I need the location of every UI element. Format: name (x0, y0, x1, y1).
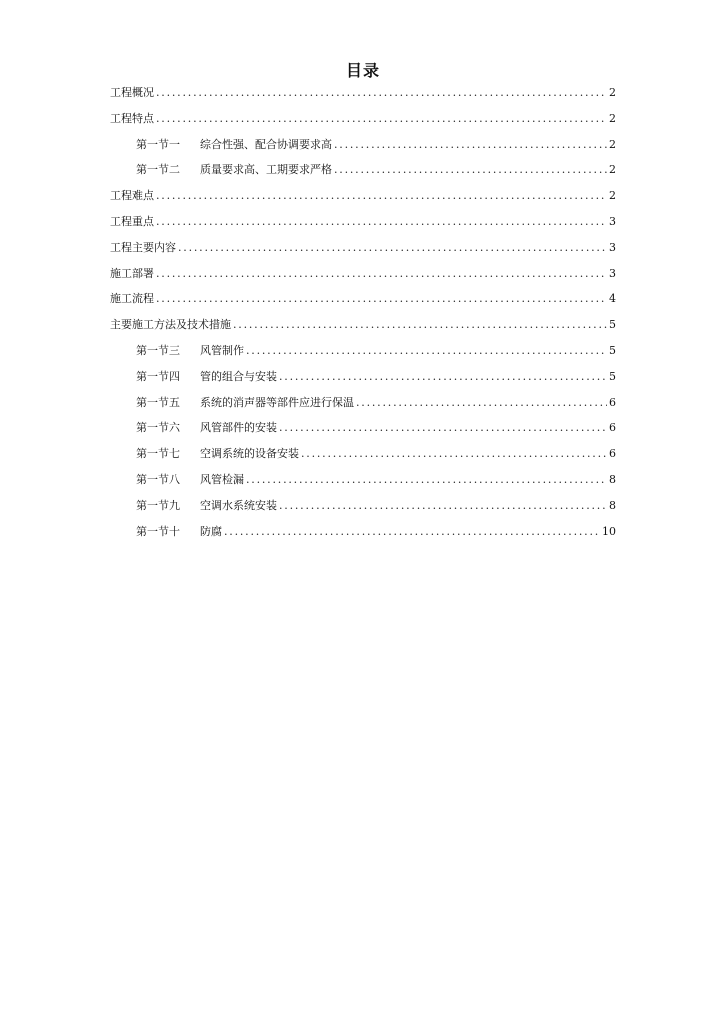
toc-entry-page-number: 6 (609, 395, 616, 409)
toc-entry-title: 工程概况 (110, 86, 154, 99)
toc-entry[interactable] (110, 499, 616, 525)
toc-dot-leader (224, 525, 600, 539)
toc-dot-leader (279, 421, 607, 435)
toc-entry-title: 综合性强、配合协调要求高 (200, 137, 332, 151)
toc-dot-leader (156, 267, 607, 281)
toc-entry-section-number: 第一节四 (136, 369, 180, 383)
toc-entry-title: 工程难点 (110, 189, 154, 203)
toc-entry[interactable] (110, 292, 616, 318)
toc-dot-leader (156, 292, 607, 306)
toc-entry-title: 防腐 (200, 524, 222, 538)
toc-dot-leader (279, 370, 607, 384)
toc-entry-page-number: 2 (609, 137, 616, 151)
toc-entry[interactable] (110, 215, 616, 241)
toc-entry[interactable] (110, 421, 616, 447)
toc-entry-title: 主要施工方法及技术措施 (110, 318, 231, 332)
toc-entry-title: 风管制作 (200, 343, 244, 357)
toc-entry-page-number: 5 (609, 318, 616, 332)
toc-entry-page-number: 6 (609, 421, 616, 435)
toc-entry-page-number: 8 (609, 472, 616, 486)
toc-entry[interactable] (110, 447, 616, 473)
toc-entry[interactable] (110, 267, 616, 293)
toc-entry[interactable] (110, 318, 616, 344)
toc-entry-title: 工程重点 (110, 214, 154, 228)
toc-dot-leader (301, 447, 607, 461)
toc-entry-page-number: 2 (609, 111, 616, 125)
toc-title: 目录 (345, 61, 380, 80)
toc-entry-page-number: 5 (609, 343, 616, 357)
toc-list (110, 86, 616, 550)
toc-entry-title: 风管检漏 (200, 472, 244, 486)
toc-entry-title: 空调水系统安装 (200, 498, 277, 512)
toc-entry-page-number: 3 (609, 266, 616, 280)
toc-entry-page-number: 2 (609, 189, 616, 203)
toc-entry[interactable] (110, 370, 616, 396)
toc-entry-section-number: 第一节三 (136, 343, 180, 357)
toc-entry[interactable] (110, 525, 616, 551)
toc-entry-section-number: 第一节五 (136, 395, 180, 409)
toc-entry-title: 质量要求高、工期要求严格 (200, 163, 332, 177)
toc-entry-page-number: 2 (609, 163, 616, 177)
toc-entry-title: 管的组合与安装 (200, 369, 277, 383)
toc-entry-page-number: 4 (609, 292, 616, 306)
toc-entry-page-number: 5 (609, 369, 616, 383)
toc-entry[interactable] (110, 473, 616, 499)
toc-entry-section-number: 第一节六 (136, 421, 180, 435)
toc-entry-section-number: 第一节十 (136, 524, 180, 538)
toc-entry-page-number: 8 (609, 498, 616, 512)
toc-entry[interactable] (110, 396, 616, 422)
toc-entry[interactable] (110, 138, 616, 164)
toc-dot-leader (233, 318, 607, 332)
toc-dot-leader (334, 138, 607, 152)
toc-container (110, 60, 616, 550)
toc-dot-leader (279, 499, 607, 513)
toc-entry[interactable] (110, 344, 616, 370)
toc-entry-page-number: 3 (609, 214, 616, 228)
toc-entry-title: 风管部件的安装 (200, 421, 277, 435)
toc-entry-page-number: 10 (602, 524, 616, 538)
toc-dot-leader (246, 344, 607, 358)
toc-entry[interactable] (110, 241, 616, 267)
toc-entry-page-number: 3 (609, 240, 616, 254)
toc-entry[interactable] (110, 163, 616, 189)
toc-dot-leader (156, 86, 607, 100)
toc-entry-title: 系统的消声器等部件应进行保温 (200, 395, 354, 409)
toc-entry-title: 施工流程 (110, 292, 154, 306)
toc-dot-leader (178, 241, 607, 255)
toc-entry-title: 工程主要内容 (110, 240, 176, 254)
toc-entry-title: 空调系统的设备安装 (200, 447, 299, 461)
toc-entry-title: 施工部署 (110, 266, 154, 280)
toc-entry[interactable] (110, 112, 616, 138)
toc-entry-title: 工程特点 (110, 111, 154, 125)
toc-entry-section-number: 第一节八 (136, 472, 180, 486)
toc-dot-leader (156, 215, 607, 229)
toc-entry[interactable] (110, 86, 616, 112)
toc-dot-leader (334, 163, 607, 177)
toc-entry[interactable] (110, 189, 616, 215)
toc-entry-section-number: 第一节七 (136, 447, 180, 461)
toc-entry-section-number: 第一节一 (136, 137, 180, 151)
toc-entry-page-number: 6 (609, 447, 616, 461)
toc-dot-leader (356, 396, 607, 410)
toc-entry-section-number: 第一节二 (136, 163, 180, 177)
toc-entry-section-number: 第一节九 (136, 498, 180, 512)
toc-dot-leader (156, 189, 607, 203)
toc-entry-page-number: 2 (609, 86, 616, 99)
toc-dot-leader (246, 473, 607, 487)
toc-dot-leader (156, 112, 607, 126)
